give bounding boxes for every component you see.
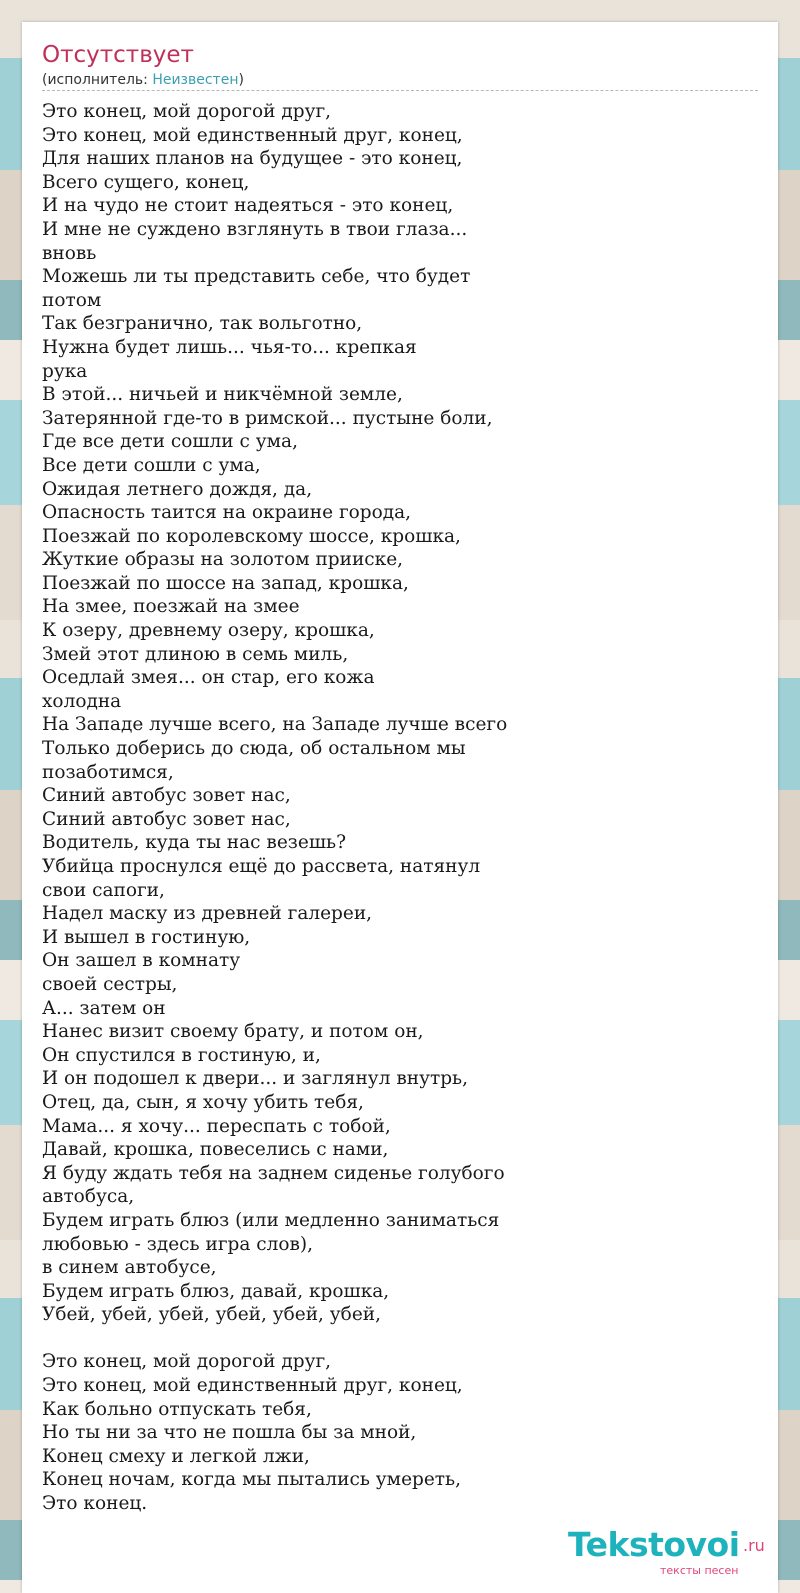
lyric-line: К озеру, древнему озеру, крошка, (42, 620, 375, 642)
lyric-line: И мне не суждено взглянуть в твои глаза... (42, 218, 468, 240)
lyric-line: Будем играть блюз, давай, крошка, (42, 1280, 390, 1302)
lyric-line: Нужна будет лишь... чья-то... крепкая (42, 336, 417, 358)
lyric-line: Это конец, мой дорогой друг, (42, 101, 332, 122)
lyric-line: Водитель, куда ты нас везешь? (42, 832, 347, 854)
lyric-line: Будем играть блюз (или медленно заниматься (42, 1209, 500, 1231)
lyric-line: Мама... я хочу... переспать с тобой, (42, 1115, 391, 1137)
lyric-line: вновь (42, 242, 97, 264)
title-divider (42, 90, 758, 91)
lyric-line: Конец смеху и легкой лжи, (42, 1445, 310, 1467)
lyric-line: Можешь ли ты представить себе, что будет (42, 266, 471, 288)
lyric-line: Так безгранично, так вольготно, (42, 313, 363, 335)
lyric-line: Для наших планов на будущее - это конец, (42, 148, 463, 170)
lyric-line: И он подошел к двери... и заглянул внутрь, (42, 1068, 468, 1090)
lyric-line: В этой... ничьей и никчёмной земле, (42, 384, 403, 406)
lyric-line: Опасность таится на окраине города, (42, 502, 412, 524)
lyric-line: Синий автобус зовет нас, (42, 808, 291, 830)
lyric-line: Затерянной где-то в римской... пустыне боли, (42, 407, 493, 429)
lyric-line: Всего сущего, конец, (42, 171, 250, 193)
lyric-line: Нанес визит своему брату, и потом он, (42, 1021, 424, 1043)
logo-brand: Tekstovoi (568, 1525, 740, 1564)
site-logo[interactable] (568, 1526, 778, 1576)
lyric-line: своей сестры, (42, 973, 178, 995)
lyric-line: Поезжай по шоссе на запад, крошка, (42, 572, 409, 594)
lyric-line: Давай, крошка, повеселись с нами, (42, 1139, 389, 1161)
artist-link[interactable]: Неизвестен (152, 72, 239, 88)
lyric-line: Это конец, мой единственный друг, конец, (42, 124, 463, 146)
lyric-line: Оседлай змея... он стар, его кожа (42, 667, 375, 689)
lyric-line: потом (42, 289, 102, 311)
lyric-line: автобуса, (42, 1186, 135, 1208)
lyric-line: Отец, да, сын, я хочу убить тебя, (42, 1091, 364, 1113)
lyric-line: Надел маску из древней галереи, (42, 903, 373, 925)
lyric-line: Но ты ни за что не пошла бы за мной, (42, 1422, 417, 1444)
lyric-line: Ожидая летнего дождя, да, (42, 478, 313, 500)
lyric-line: холодна (42, 690, 122, 712)
lyric-line: Только доберись до сюда, об остальном мы (42, 738, 466, 760)
lyric-line: Он спустился в гостиную, и, (42, 1044, 321, 1066)
lyric-line: Это конец. (42, 1493, 148, 1515)
artist-suffix: ) (238, 72, 244, 88)
lyric-line: А... затем он (42, 997, 166, 1019)
lyric-line: Синий автобус зовет нас, (42, 785, 291, 807)
lyric-line: Все дети сошли с ума, (42, 454, 261, 476)
lyric-line: Это конец, мой единственный друг, конец, (42, 1375, 463, 1397)
lyric-line: Как больно отпускать тебя, (42, 1398, 312, 1420)
lyric-line: в синем автобусе, (42, 1257, 217, 1279)
lyric-line: Я буду ждать тебя на заднем сиденье голубого (42, 1162, 505, 1184)
lyric-line: И вышел в гостиную, (42, 926, 251, 948)
song-title: Отсутствует (42, 42, 194, 68)
lyric-line: рука (42, 360, 88, 382)
lyric-line: позаботимся, (42, 761, 174, 783)
lyric-line: Поезжай по королевскому шоссе, крошка, (42, 525, 461, 547)
lyric-line: Это конец, мой дорогой друг, (42, 1351, 332, 1373)
lyric-line: Убей, убей, убей, убей, убей, убей, (42, 1304, 381, 1326)
lyric-line: Где все дети сошли с ума, (42, 431, 298, 453)
lyric-line: Он зашел в комнату (42, 950, 241, 972)
artist-line (42, 70, 244, 90)
lyric-line: любовью - здесь игра слов), (42, 1233, 314, 1255)
lyric-line (42, 1327, 758, 1351)
lyric-line: Убийца проснулся ещё до рассвета, натянул (42, 856, 481, 877)
logo-tagline: тексты песен (660, 1564, 739, 1577)
lyric-line: На змее, поезжай на змее (42, 596, 300, 618)
lyric-line: На Западе лучше всего, на Западе лучше всего (42, 714, 508, 736)
lyric-line: Конец ночам, когда мы пытались умереть, (42, 1469, 461, 1491)
lyric-line: Змей этот длиною в семь миль, (42, 643, 349, 665)
lyric-line: свои сапоги, (42, 879, 165, 901)
logo-tld: .ru (743, 1536, 765, 1555)
lyric-line: И на чудо не стоит надеяться - это конец, (42, 195, 454, 217)
lyric-line: Жуткие образы на золотом прииске, (42, 549, 404, 571)
lyrics-text (42, 100, 758, 1516)
artist-prefix: (исполнитель: (42, 72, 153, 88)
